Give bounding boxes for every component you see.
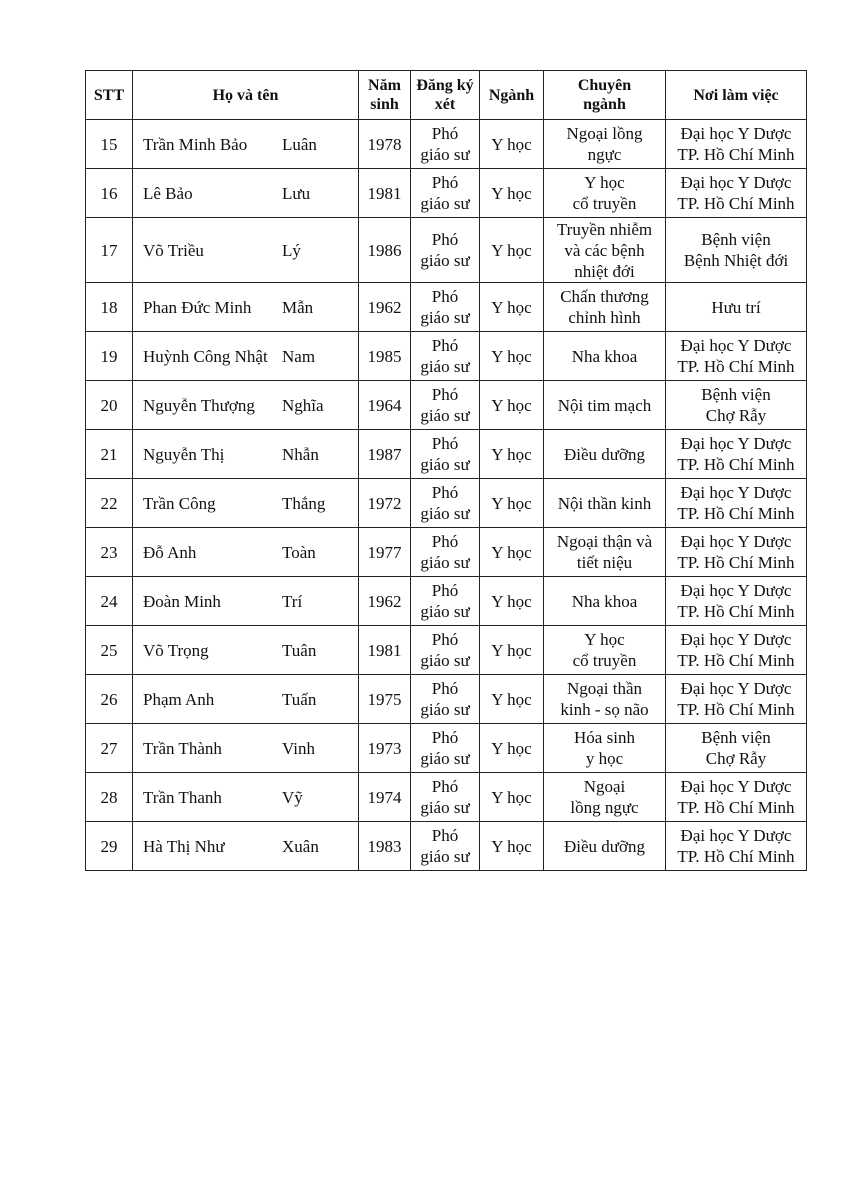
given-name: Võ Triều xyxy=(143,240,204,260)
cell-workplace-line: TP. Hồ Chí Minh xyxy=(677,700,795,719)
cell-register xyxy=(411,528,480,577)
cell-specialty xyxy=(544,332,666,381)
cell-register-line: giáo sư xyxy=(420,700,470,719)
full-name-wrap xyxy=(135,240,356,261)
cell-field: Y học xyxy=(480,381,544,430)
header-specialty-line-2: ngành xyxy=(583,96,626,113)
cell-full-name xyxy=(133,626,359,675)
cell-full-name xyxy=(133,381,359,430)
full-name-wrap xyxy=(135,395,356,416)
table-row xyxy=(86,283,807,332)
last-name: Luân xyxy=(282,134,317,154)
last-name: Nhẫn xyxy=(282,444,319,464)
cell-register-line: giáo sư xyxy=(420,504,470,523)
last-name: Nghĩa xyxy=(282,395,324,415)
cell-workplace-line: TP. Hồ Chí Minh xyxy=(677,651,795,670)
cell-register-line: Phó xyxy=(431,287,459,306)
header-register xyxy=(411,71,480,120)
cell-birth-year: 1962 xyxy=(359,283,411,332)
cell-specialty-line: Ngoại thận và xyxy=(556,532,653,551)
cell-stt: 16 xyxy=(86,169,133,218)
last-name: Vỹ xyxy=(282,787,303,807)
cell-workplace xyxy=(666,283,807,332)
table-row xyxy=(86,169,807,218)
cell-specialty-line: Nội thần kinh xyxy=(557,493,652,513)
cell-workplace-line: Đại học Y Dược xyxy=(680,826,792,845)
given-name: Nguyễn Thượng xyxy=(143,395,255,415)
cell-stt: 17 xyxy=(86,218,133,283)
cell-specialty-line: Nha khoa xyxy=(571,346,638,366)
cell-workplace-line: Đại học Y Dược xyxy=(680,124,792,143)
cell-workplace-line: TP. Hồ Chí Minh xyxy=(677,798,795,817)
cell-birth-year: 1975 xyxy=(359,675,411,724)
cell-specialty-line: ngực xyxy=(587,145,622,164)
last-name: Vinh xyxy=(282,738,315,758)
cell-birth-year: 1981 xyxy=(359,169,411,218)
table-row xyxy=(86,381,807,430)
cell-register-line: Phó xyxy=(431,124,459,143)
given-name: Đoàn Minh xyxy=(143,591,221,611)
full-name-wrap xyxy=(135,134,356,155)
cell-register-line: Phó xyxy=(431,434,459,453)
cell-full-name xyxy=(133,430,359,479)
cell-register xyxy=(411,120,480,169)
cell-birth-year: 1981 xyxy=(359,626,411,675)
cell-specialty xyxy=(544,283,666,332)
cell-workplace-line: TP. Hồ Chí Minh xyxy=(677,455,795,474)
cell-workplace-line: TP. Hồ Chí Minh xyxy=(677,553,795,572)
cell-full-name xyxy=(133,169,359,218)
cell-specialty-line: Điều dưỡng xyxy=(564,836,645,856)
given-name: Trần Thanh xyxy=(143,787,222,807)
cell-workplace-line: Bệnh viện xyxy=(701,728,771,747)
cell-workplace-line: Đại học Y Dược xyxy=(680,630,792,649)
cell-workplace xyxy=(666,120,807,169)
cell-workplace-line: TP. Hồ Chí Minh xyxy=(677,602,795,621)
cell-specialty-line: tiết niệu xyxy=(576,553,633,572)
header-name: Họ và tên xyxy=(133,71,359,120)
full-name-wrap xyxy=(135,836,356,857)
cell-field: Y học xyxy=(480,577,544,626)
cell-specialty-line: Y học xyxy=(584,630,625,649)
cell-workplace-line: Đại học Y Dược xyxy=(680,777,792,796)
cell-stt: 26 xyxy=(86,675,133,724)
table-row xyxy=(86,724,807,773)
cell-specialty-line: chỉnh hình xyxy=(568,308,641,327)
cell-workplace xyxy=(666,724,807,773)
cell-workplace-line: Đại học Y Dược xyxy=(680,434,792,453)
full-name-wrap xyxy=(135,183,356,204)
cell-workplace-line: Đại học Y Dược xyxy=(680,173,792,192)
given-name: Đỗ Anh xyxy=(143,542,197,562)
table-row xyxy=(86,332,807,381)
header-year-line-2: sinh xyxy=(370,96,399,113)
given-name: Võ Trọng xyxy=(143,640,209,660)
cell-register xyxy=(411,724,480,773)
cell-field: Y học xyxy=(480,724,544,773)
table-row xyxy=(86,120,807,169)
cell-field: Y học xyxy=(480,675,544,724)
cell-specialty-line: kinh - sọ não xyxy=(560,700,649,719)
given-name: Hà Thị Như xyxy=(143,836,225,856)
full-name-wrap xyxy=(135,297,356,318)
cell-specialty xyxy=(544,773,666,822)
last-name: Lưu xyxy=(282,183,311,203)
table-row xyxy=(86,626,807,675)
given-name: Trần Minh Bảo xyxy=(143,134,248,154)
cell-workplace xyxy=(666,773,807,822)
given-name: Phan Đức Minh xyxy=(143,297,252,317)
cell-specialty xyxy=(544,724,666,773)
cell-full-name xyxy=(133,283,359,332)
cell-workplace xyxy=(666,430,807,479)
cell-workplace xyxy=(666,528,807,577)
cell-specialty xyxy=(544,218,666,283)
table-row xyxy=(86,773,807,822)
header-specialty-line-1: Chuyên xyxy=(577,77,632,94)
cell-register-line: giáo sư xyxy=(420,651,470,670)
cell-specialty-line: cổ truyền xyxy=(572,194,637,213)
table-row xyxy=(86,822,807,871)
cell-register-line: Phó xyxy=(431,728,459,747)
cell-stt: 23 xyxy=(86,528,133,577)
header-year-line-1: Năm xyxy=(368,77,401,94)
full-name-wrap xyxy=(135,591,356,612)
cell-full-name xyxy=(133,724,359,773)
cell-register-line: Phó xyxy=(431,581,459,600)
full-name-wrap xyxy=(135,738,356,759)
header-register-line-1: Đăng ký xyxy=(416,77,474,94)
given-name: Lê Bảo xyxy=(143,183,193,203)
cell-workplace-line: Đại học Y Dược xyxy=(680,532,792,551)
cell-field: Y học xyxy=(480,120,544,169)
cell-birth-year: 1983 xyxy=(359,822,411,871)
cell-specialty-line: cổ truyền xyxy=(572,651,637,670)
cell-register xyxy=(411,430,480,479)
cell-workplace-line: Đại học Y Dược xyxy=(680,336,792,355)
given-name: Trần Công xyxy=(143,493,216,513)
full-name-wrap xyxy=(135,787,356,808)
full-name-wrap xyxy=(135,640,356,661)
cell-stt: 28 xyxy=(86,773,133,822)
header-specialty xyxy=(544,71,666,120)
cell-register-line: Phó xyxy=(431,173,459,192)
cell-register xyxy=(411,381,480,430)
table-row xyxy=(86,675,807,724)
cell-birth-year: 1973 xyxy=(359,724,411,773)
header-workplace: Nơi làm việc xyxy=(666,71,807,120)
table-header xyxy=(86,71,807,120)
cell-specialty xyxy=(544,822,666,871)
cell-workplace-line: TP. Hồ Chí Minh xyxy=(677,504,795,523)
cell-field: Y học xyxy=(480,822,544,871)
cell-full-name xyxy=(133,218,359,283)
header-stt: STT xyxy=(86,71,133,120)
cell-workplace xyxy=(666,169,807,218)
cell-workplace-line: Hưu trí xyxy=(711,297,761,317)
cell-register-line: giáo sư xyxy=(420,308,470,327)
cell-workplace-line: TP. Hồ Chí Minh xyxy=(677,357,795,376)
cell-workplace-line: TP. Hồ Chí Minh xyxy=(677,847,795,866)
cell-register-line: Phó xyxy=(431,385,459,404)
cell-specialty xyxy=(544,479,666,528)
cell-workplace xyxy=(666,381,807,430)
cell-field: Y học xyxy=(480,430,544,479)
cell-specialty-line: Truyền nhiễm xyxy=(556,219,653,239)
cell-workplace xyxy=(666,675,807,724)
cell-birth-year: 1974 xyxy=(359,773,411,822)
cell-specialty-line: Hóa sinh xyxy=(574,728,635,747)
header-year xyxy=(359,71,411,120)
last-name: Tuân xyxy=(282,640,317,660)
cell-stt: 20 xyxy=(86,381,133,430)
cell-field: Y học xyxy=(480,169,544,218)
cell-workplace-line: Đại học Y Dược xyxy=(680,483,792,502)
table-row xyxy=(86,430,807,479)
given-name: Nguyễn Thị xyxy=(143,444,225,464)
cell-full-name xyxy=(133,577,359,626)
cell-register-line: giáo sư xyxy=(420,749,470,768)
cell-specialty xyxy=(544,577,666,626)
cell-specialty-line: lồng ngực xyxy=(570,798,639,817)
cell-stt: 21 xyxy=(86,430,133,479)
cell-workplace-line: Đại học Y Dược xyxy=(680,679,792,698)
cell-field: Y học xyxy=(480,773,544,822)
table-row xyxy=(86,528,807,577)
cell-specialty xyxy=(544,430,666,479)
cell-workplace xyxy=(666,218,807,283)
header-row xyxy=(86,71,807,120)
cell-register xyxy=(411,773,480,822)
cell-register-line: giáo sư xyxy=(420,406,470,425)
cell-workplace-line: TP. Hồ Chí Minh xyxy=(677,145,795,164)
cell-full-name xyxy=(133,332,359,381)
cell-register-line: Phó xyxy=(431,826,459,845)
cell-register xyxy=(411,822,480,871)
cell-register xyxy=(411,479,480,528)
cell-field: Y học xyxy=(480,283,544,332)
cell-birth-year: 1964 xyxy=(359,381,411,430)
full-name-wrap xyxy=(135,346,356,367)
cell-specialty-line: Ngoại xyxy=(583,777,626,796)
cell-field: Y học xyxy=(480,479,544,528)
last-name: Trí xyxy=(282,591,303,611)
cell-full-name xyxy=(133,773,359,822)
cell-field: Y học xyxy=(480,332,544,381)
cell-workplace xyxy=(666,479,807,528)
table-row xyxy=(86,577,807,626)
cell-register-line: Phó xyxy=(431,230,459,249)
last-name: Nam xyxy=(282,346,316,366)
cell-register-line: Phó xyxy=(431,532,459,551)
cell-register xyxy=(411,283,480,332)
cell-full-name xyxy=(133,120,359,169)
cell-full-name xyxy=(133,528,359,577)
cell-register-line: giáo sư xyxy=(420,602,470,621)
full-name-wrap xyxy=(135,689,356,710)
cell-stt: 15 xyxy=(86,120,133,169)
cell-workplace-line: Bệnh viện xyxy=(701,230,771,249)
cell-workplace-line: Bệnh Nhiệt đới xyxy=(683,251,789,270)
last-name: Thắng xyxy=(282,493,326,513)
cell-birth-year: 1986 xyxy=(359,218,411,283)
header-field: Ngành xyxy=(480,71,544,120)
cell-specialty-line: nhiệt đới xyxy=(574,261,635,281)
given-name: Huỳnh Công Nhật xyxy=(143,346,268,366)
cell-register xyxy=(411,218,480,283)
cell-stt: 24 xyxy=(86,577,133,626)
cell-specialty-line: y học xyxy=(585,749,624,768)
cell-specialty xyxy=(544,675,666,724)
last-name: Tuấn xyxy=(282,689,317,709)
cell-specialty xyxy=(544,626,666,675)
cell-specialty-line: Nội tim mạch xyxy=(557,395,652,415)
given-name: Phạm Anh xyxy=(143,689,215,709)
cell-register-line: giáo sư xyxy=(420,553,470,572)
cell-field: Y học xyxy=(480,626,544,675)
cell-birth-year: 1978 xyxy=(359,120,411,169)
cell-register-line: Phó xyxy=(431,679,459,698)
cell-birth-year: 1977 xyxy=(359,528,411,577)
table-row xyxy=(86,218,807,283)
cell-workplace-line: Đại học Y Dược xyxy=(680,581,792,600)
cell-birth-year: 1972 xyxy=(359,479,411,528)
cell-register-line: giáo sư xyxy=(420,194,470,213)
cell-register-line: giáo sư xyxy=(420,357,470,376)
cell-register xyxy=(411,675,480,724)
header-register-line-2: xét xyxy=(434,96,456,113)
last-name: Toàn xyxy=(282,542,316,562)
last-name: Lý xyxy=(282,240,301,260)
cell-stt: 18 xyxy=(86,283,133,332)
cell-full-name xyxy=(133,479,359,528)
last-name: Mẫn xyxy=(282,297,314,317)
cell-specialty xyxy=(544,381,666,430)
table-body xyxy=(86,120,807,871)
last-name: Xuân xyxy=(282,836,319,856)
cell-specialty-line: Ngoại thần xyxy=(566,679,643,698)
cell-birth-year: 1985 xyxy=(359,332,411,381)
cell-specialty xyxy=(544,120,666,169)
cell-register-line: giáo sư xyxy=(420,455,470,474)
cell-specialty-line: Nha khoa xyxy=(571,591,638,611)
cell-full-name xyxy=(133,822,359,871)
cell-stt: 22 xyxy=(86,479,133,528)
cell-stt: 19 xyxy=(86,332,133,381)
cell-stt: 29 xyxy=(86,822,133,871)
cell-register xyxy=(411,169,480,218)
cell-register-line: Phó xyxy=(431,336,459,355)
cell-specialty-line: Y học xyxy=(584,173,625,192)
cell-specialty-line: Chấn thương xyxy=(560,287,649,306)
cell-workplace xyxy=(666,626,807,675)
full-name-wrap xyxy=(135,542,356,563)
cell-birth-year: 1962 xyxy=(359,577,411,626)
cell-workplace xyxy=(666,577,807,626)
cell-specialty-line: Điều dưỡng xyxy=(564,444,645,464)
full-name-wrap xyxy=(135,493,356,514)
cell-specialty xyxy=(544,528,666,577)
cell-register-line: Phó xyxy=(431,483,459,502)
cell-register xyxy=(411,332,480,381)
cell-register-line: giáo sư xyxy=(420,847,470,866)
cell-field: Y học xyxy=(480,218,544,283)
cell-register-line: giáo sư xyxy=(420,798,470,817)
candidate-table xyxy=(85,70,807,871)
cell-register-line: Phó xyxy=(431,630,459,649)
cell-register-line: Phó xyxy=(431,777,459,796)
table-row xyxy=(86,479,807,528)
cell-workplace-line: Bệnh viện xyxy=(701,385,771,404)
cell-specialty-line: Ngoại lồng xyxy=(566,124,643,143)
cell-workplace-line: Chợ Rẫy xyxy=(705,749,767,768)
cell-register-line: giáo sư xyxy=(420,145,470,164)
cell-workplace-line: Chợ Rẫy xyxy=(705,406,767,425)
cell-field: Y học xyxy=(480,528,544,577)
cell-specialty-line: và các bệnh xyxy=(564,240,645,260)
cell-stt: 27 xyxy=(86,724,133,773)
cell-workplace xyxy=(666,332,807,381)
cell-register-line: giáo sư xyxy=(420,251,470,270)
cell-register xyxy=(411,626,480,675)
given-name: Trần Thành xyxy=(143,738,222,758)
cell-stt: 25 xyxy=(86,626,133,675)
cell-workplace-line: TP. Hồ Chí Minh xyxy=(677,194,795,213)
cell-workplace xyxy=(666,822,807,871)
full-name-wrap xyxy=(135,444,356,465)
cell-specialty xyxy=(544,169,666,218)
cell-full-name xyxy=(133,675,359,724)
cell-register xyxy=(411,577,480,626)
cell-birth-year: 1987 xyxy=(359,430,411,479)
